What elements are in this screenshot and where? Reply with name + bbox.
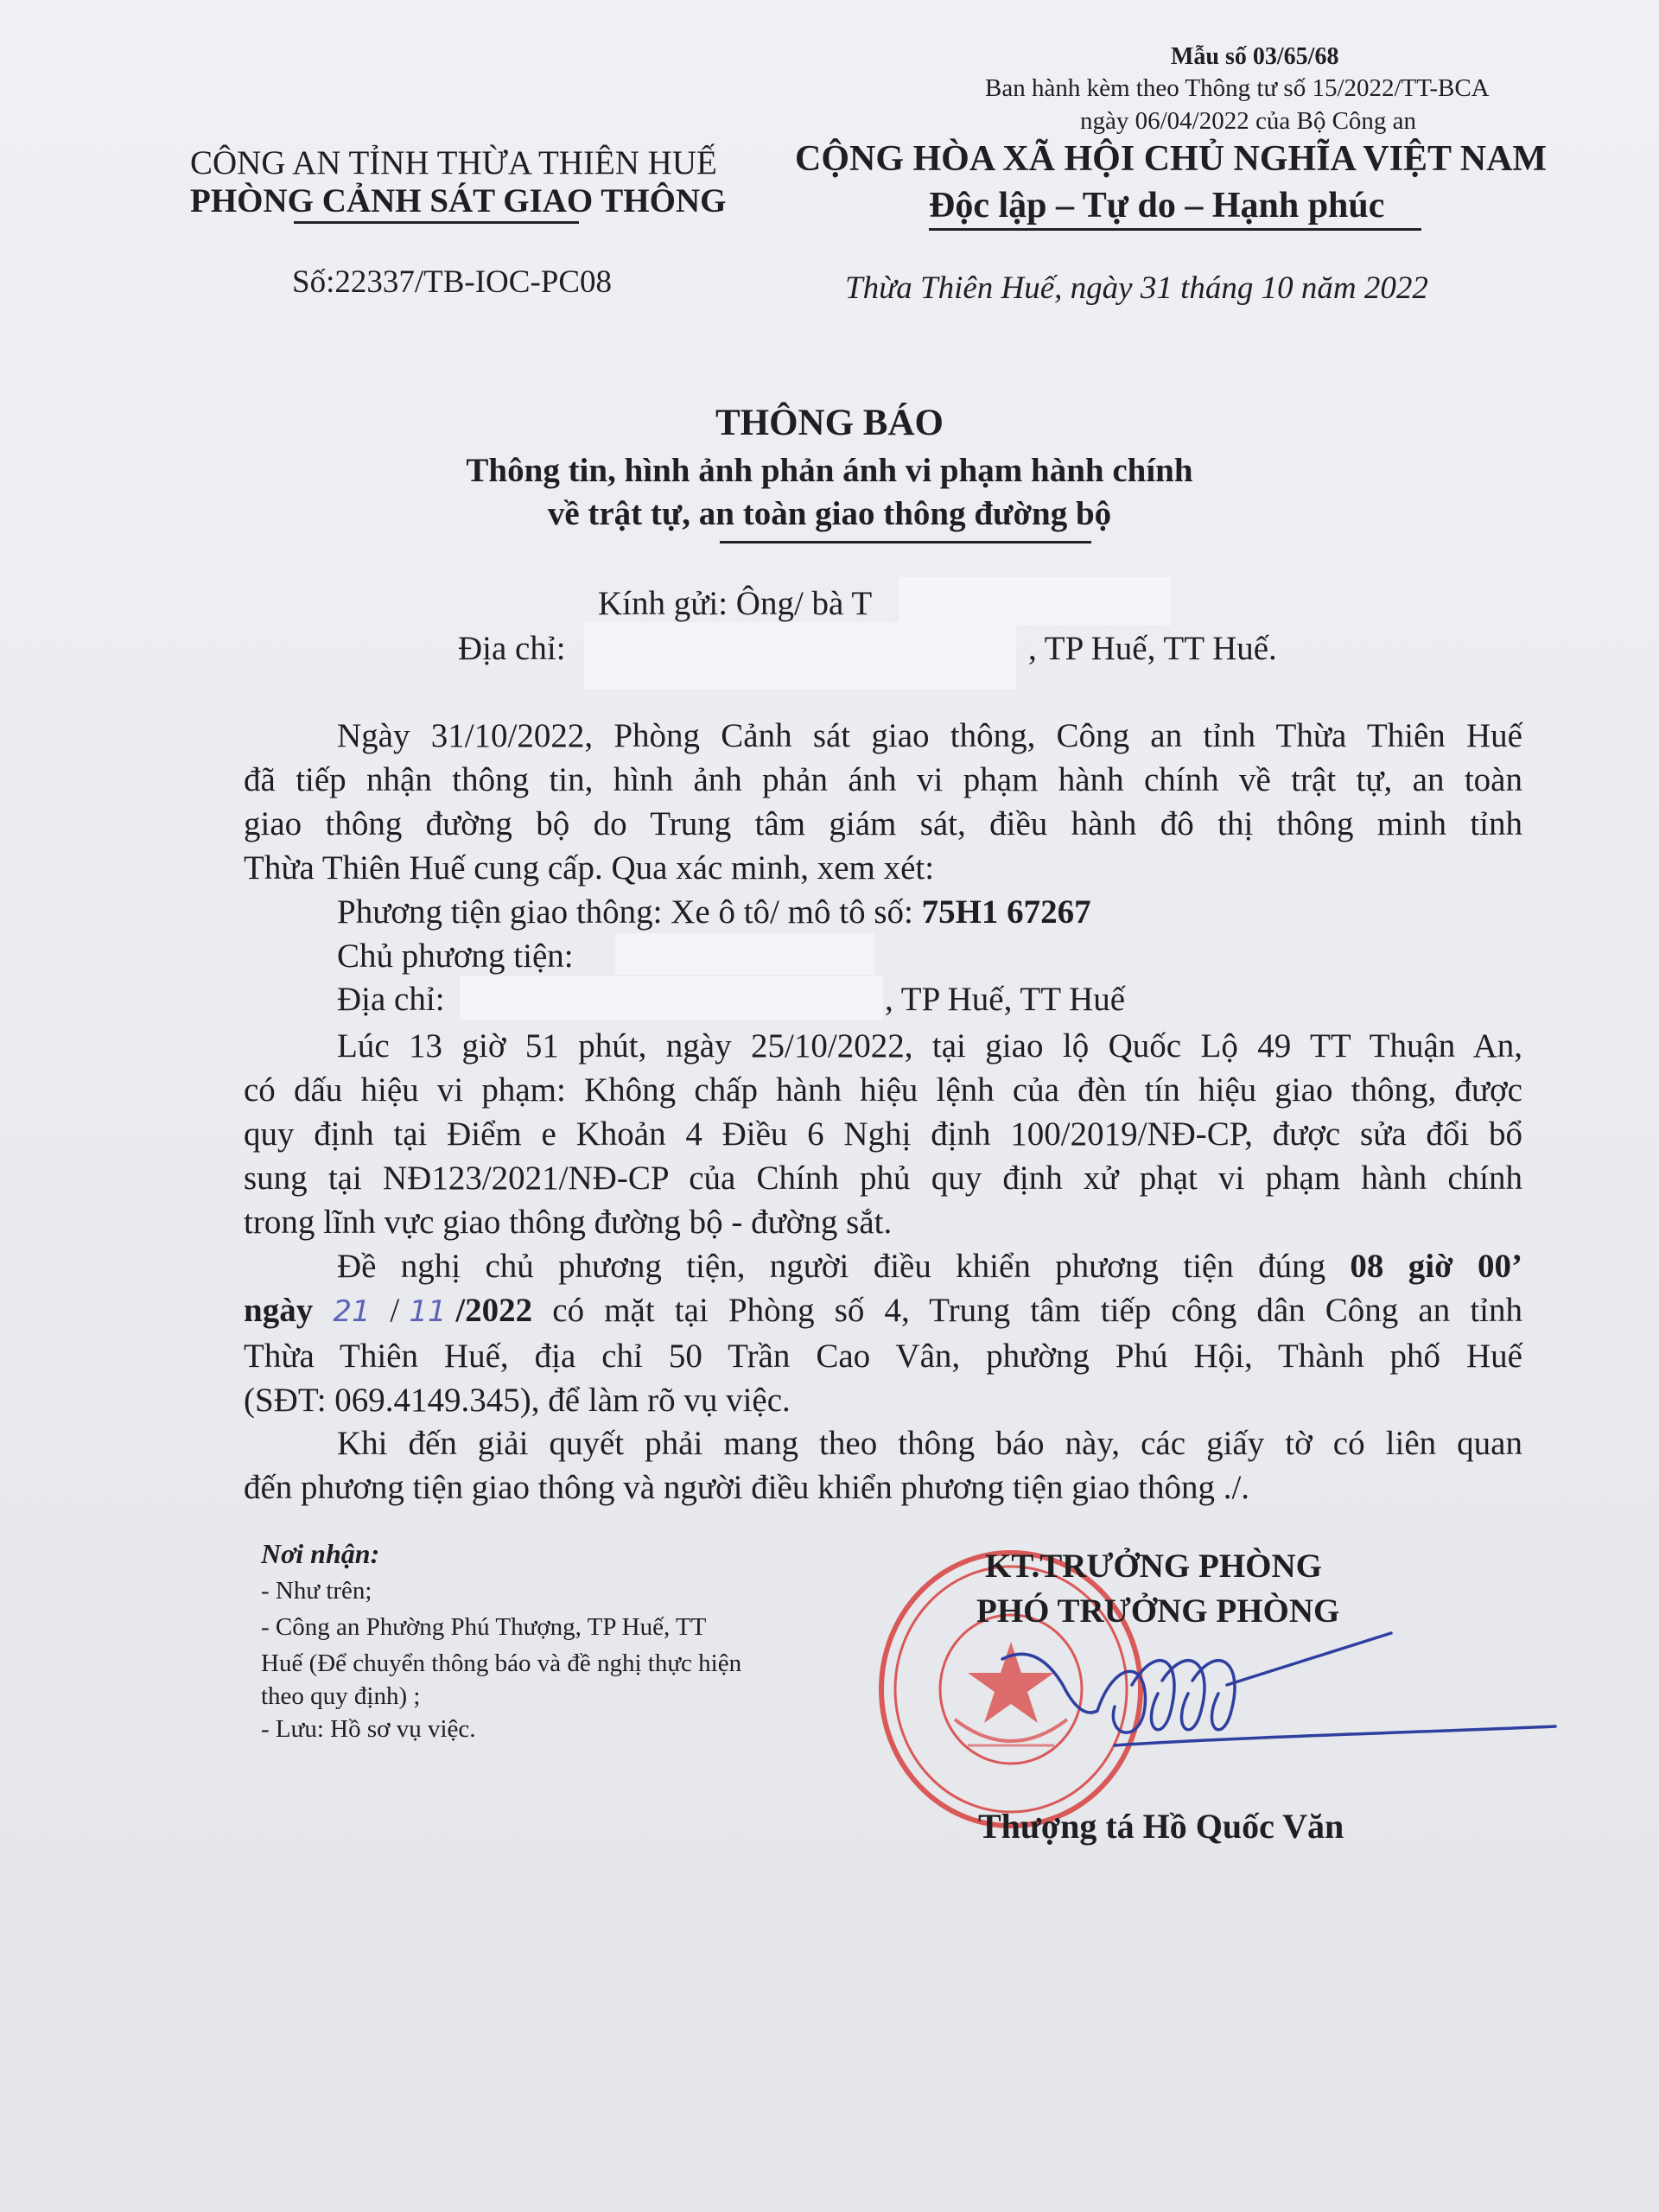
national-motto: Độc lập – Tự do – Hạnh phúc <box>929 186 1385 226</box>
redacted-address <box>584 622 1016 690</box>
document-subtitle-line-2: về trật tự, an toàn giao thông đường bộ <box>547 495 1112 532</box>
body-line: Lúc 13 giờ 51 phút, ngày 25/10/2022, tại giao lộ Quốc Lộ 49 TT Thuận An, <box>337 1027 1522 1065</box>
paragraph-requirements <box>244 1421 1522 1510</box>
handwritten-signature <box>985 1624 1573 1763</box>
owner-address-tail: , TP Huế, TT Huế <box>885 981 1126 1018</box>
body-line: có dấu hiệu vi phạm: Không chấp hành hiệu lệnh của đèn tín hiệu giao thông, được <box>244 1071 1522 1109</box>
redacted-owner <box>615 933 874 975</box>
addressee-line: Kính gửi: Ông/ bà T <box>598 585 873 622</box>
document-subtitle-line-1: Thông tin, hình ảnh phản ánh vi phạm hành chính <box>466 452 1193 489</box>
body-line: Ngày 31/10/2022, Phòng Cảnh sát giao thông, Công an tỉnh Thừa Thiên Huế <box>337 717 1522 754</box>
body-line: ngày 21 / 11 /2022 có mặt tại Phòng số 4, Trung tâm tiếp công dân Công an tỉnh <box>244 1288 1522 1334</box>
recipient-item: Huế (Để chuyển thông báo và đề nghị thực hiện <box>261 1649 742 1677</box>
vehicle-line <box>337 893 1091 931</box>
appointment-place: có mặt tại Phòng số 4, Trung tâm tiếp công dân Công an tỉnh <box>532 1292 1522 1329</box>
body-line: giao thông đường bộ do Trung tâm giám sát, điều hành đô thị thông minh tỉnh <box>244 805 1522 842</box>
owner-address-label: Địa chỉ: <box>337 981 445 1018</box>
redacted-name <box>899 577 1171 626</box>
body-line: đến phương tiện giao thông và người điều khiển phương tiện giao thông ./. <box>244 1469 1250 1506</box>
vehicle-plate: 75H1 67267 <box>921 893 1091 931</box>
handwritten-day: 21 <box>333 1294 371 1329</box>
paragraph-appointment <box>244 1244 1522 1422</box>
agency-parent: CÔNG AN TỈNH THỪA THIÊN HUẾ <box>190 144 717 181</box>
body-line <box>244 1244 1522 1288</box>
body-line: (SĐT: 069.4149.345), để làm rõ vụ việc. <box>244 1382 791 1419</box>
body-line: trong lĩnh vực giao thông đường bộ - đường sắt. <box>244 1204 893 1241</box>
address-tail: , TP Huế, TT Huế. <box>1028 630 1277 667</box>
signer-name: Thượng tá Hồ Quốc Văn <box>978 1807 1344 1846</box>
form-reference-line-1: Ban hành kèm theo Thông tư số 15/2022/TT-BCA <box>985 74 1490 102</box>
document-title: THÔNG BÁO <box>715 403 944 443</box>
vehicle-label: Phương tiện giao thông: Xe ô tô/ mô tô số: <box>337 893 922 931</box>
form-reference-line-2: ngày 06/04/2022 của Bộ Công an <box>1080 107 1417 135</box>
paragraph-violation <box>244 1024 1522 1244</box>
handwritten-month: 11 <box>409 1294 447 1329</box>
redacted-owner-address <box>460 976 883 1020</box>
signature-title-1: KT.TRƯỞNG PHÒNG <box>985 1548 1322 1585</box>
subtitle-underline <box>720 541 1091 543</box>
national-title: CỘNG HÒA XÃ HỘI CHỦ NGHĨA VIỆT NAM <box>795 139 1548 179</box>
recipient-item: - Công an Phường Phú Thượng, TP Huế, TT <box>261 1613 707 1641</box>
recipient-item: - Lưu: Hồ sơ vụ việc. <box>261 1715 476 1743</box>
recipients-title: Nơi nhận: <box>261 1538 380 1569</box>
address-label: Địa chỉ: <box>458 630 566 667</box>
agency-name: PHÒNG CẢNH SÁT GIAO THÔNG <box>190 182 727 219</box>
place-and-date: Thừa Thiên Huế, ngày 31 tháng 10 năm 2022 <box>845 270 1428 306</box>
body-line: Thừa Thiên Huế, địa chỉ 50 Trần Cao Vân, phường Phú Hội, Thành phố Huế <box>244 1338 1522 1375</box>
body-line: đã tiếp nhận thông tin, hình ảnh phản ánh vi phạm hành chính về trật tự, an toàn <box>244 761 1522 798</box>
body-line: Khi đến giải quyết phải mang theo thông báo này, các giấy tờ có liên quan <box>337 1425 1522 1462</box>
body-line: sung tại NĐ123/2021/NĐ-CP của Chính phủ quy định xử phạt vi phạm hành chính <box>244 1160 1522 1197</box>
recipient-item: - Như trên; <box>261 1577 372 1605</box>
form-number: Mẫu số 03/65/68 <box>1171 43 1339 70</box>
agency-underline <box>294 221 579 224</box>
body-line: quy định tại Điểm e Khoản 4 Điều 6 Nghị định 100/2019/NĐ-CP, được sửa đổi bổ <box>244 1116 1522 1153</box>
owner-label: Chủ phương tiện: <box>337 938 574 975</box>
appointment-time: 08 giờ 00’ <box>1350 1248 1522 1285</box>
body-line: Thừa Thiên Huế cung cấp. Qua xác minh, xem xét: <box>244 849 935 887</box>
recipient-item: theo quy định) ; <box>261 1682 421 1710</box>
document-number: Số:22337/TB-IOC-PC08 <box>292 264 613 300</box>
appointment-year: /2022 <box>455 1292 533 1329</box>
appointment-text: Đề nghị chủ phương tiện, người điều khiển phương tiện đúng <box>337 1248 1351 1285</box>
paragraph-receipt <box>244 714 1522 890</box>
appointment-day-label: ngày <box>244 1292 334 1329</box>
signature-title-2: PHÓ TRƯỞNG PHÒNG <box>976 1592 1340 1630</box>
motto-underline <box>929 228 1421 231</box>
